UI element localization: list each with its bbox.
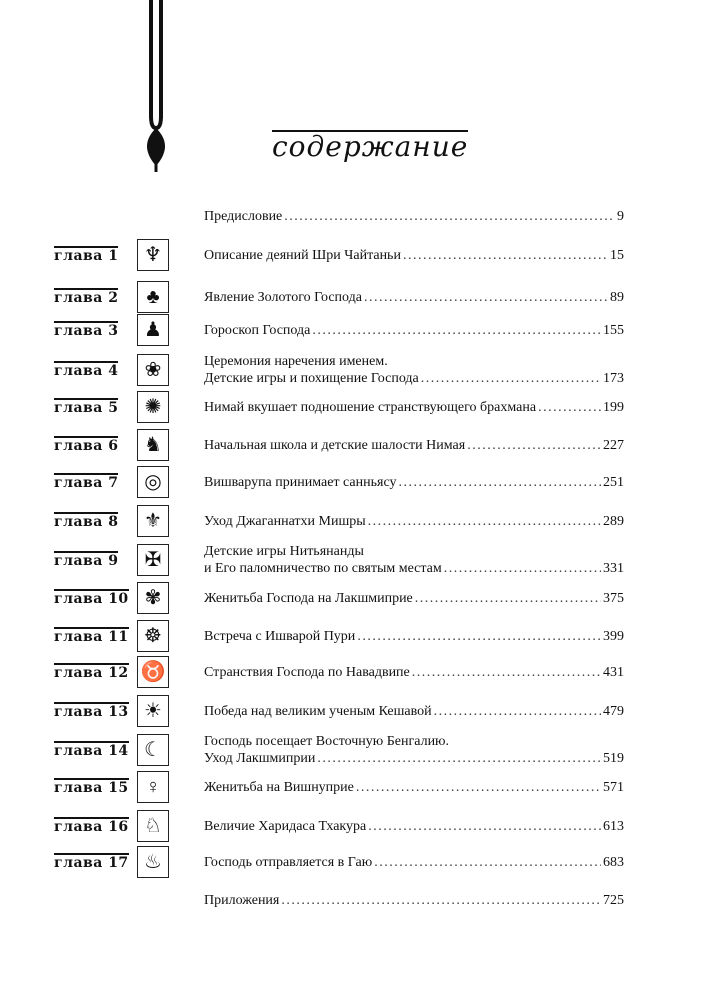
entry-title-line: Детские игры Нитьянанды — [204, 544, 364, 559]
dot-leader — [356, 779, 601, 796]
entry-title — [204, 854, 624, 871]
entry-title-line: Уход Джаганнатхи Мишры — [204, 513, 366, 529]
page-number: 571 — [603, 779, 624, 795]
entry-title-line: Встреча с Ишварой Пури — [204, 628, 356, 644]
page-title: содержание — [272, 130, 469, 163]
entry-title — [204, 664, 624, 681]
dot-leader — [364, 289, 608, 306]
entry-title-line: Господь отправляется в Гаю — [204, 854, 373, 870]
page-number: 251 — [603, 474, 624, 490]
oil-lamp-icon: ♨ — [137, 846, 169, 878]
entry-title-line: Предисловие — [204, 208, 283, 224]
entry-title — [204, 353, 624, 387]
page-number: 331 — [603, 561, 624, 576]
entry-title-line: Уход Лакшмиприи — [204, 751, 316, 766]
entry-title-line: Церемония наречения именем. — [204, 354, 388, 369]
sun-icon: ☀ — [137, 695, 169, 727]
entry-title-line: Вишварупа принимает санньясу — [204, 474, 397, 490]
dot-leader — [467, 437, 601, 454]
dot-leader — [312, 322, 601, 339]
chapter-label: глава 6 — [54, 438, 119, 454]
lotus-flower-icon: ⚜ — [137, 505, 169, 537]
entry-title-line: Женитьба Господа на Лакшмиприе — [204, 590, 413, 606]
tree-icon: ♣ — [137, 281, 169, 313]
entry-title-line: Описание деяний Шри Чайтаньи — [204, 247, 401, 263]
chapter-label: глава 5 — [54, 400, 119, 416]
page-number: 725 — [603, 892, 624, 908]
dot-leader — [538, 399, 601, 416]
entry-title-line: Явление Золотого Господа — [204, 289, 362, 305]
page-number: 519 — [603, 751, 624, 766]
dot-leader — [368, 818, 601, 835]
chapter-label: глава 2 — [54, 290, 119, 306]
entry-title — [204, 322, 624, 339]
dancing-figure-icon: ♀ — [137, 771, 169, 803]
moon-face-icon: ☾ — [137, 734, 169, 766]
dot-leader — [317, 750, 601, 767]
page-number: 683 — [603, 854, 624, 870]
page-number: 155 — [603, 322, 624, 338]
chapter-label: глава 1 — [54, 248, 119, 264]
page-number: 9 — [617, 208, 624, 224]
entry-title — [204, 590, 624, 607]
flower-vase-icon: ✾ — [137, 582, 169, 614]
page-number: 613 — [603, 818, 624, 834]
page-number: 375 — [603, 590, 624, 606]
decorated-elephant-icon: ♘ — [137, 810, 169, 842]
dot-leader — [281, 892, 601, 909]
entry-title-line: Гороскоп Господа — [204, 322, 311, 338]
entry-title — [204, 437, 624, 454]
chapter-label: глава 9 — [54, 553, 119, 569]
dot-leader — [403, 247, 608, 264]
garuda-icon: ✠ — [137, 544, 169, 576]
chapter-label: глава 3 — [54, 323, 119, 339]
chapter-label: глава 7 — [54, 475, 119, 491]
dot-leader — [357, 628, 601, 645]
chapter-label: глава 17 — [54, 855, 129, 871]
entry-title — [204, 779, 624, 796]
lotus-icon: ❀ — [137, 354, 169, 386]
chapter-label: глава 13 — [54, 704, 129, 720]
page-number: 399 — [603, 628, 624, 644]
entry-title — [204, 892, 624, 909]
chapter-label: глава 12 — [54, 665, 129, 681]
page-number: 89 — [610, 289, 624, 305]
entry-title — [204, 208, 624, 225]
page-number: 15 — [610, 247, 624, 263]
dot-leader — [415, 590, 601, 607]
dot-leader — [368, 513, 601, 530]
conch-icon: ◎ — [137, 466, 169, 498]
page-number: 431 — [603, 664, 624, 680]
entry-title — [204, 513, 624, 530]
deity-icon: ♆ — [137, 239, 169, 271]
chapter-label: глава 16 — [54, 819, 129, 835]
entry-title-line: и Его паломничество по святым местам — [204, 561, 442, 576]
chapter-label: глава 14 — [54, 743, 129, 759]
entry-title — [204, 818, 624, 835]
page-number: 199 — [603, 399, 624, 415]
peacock-icon: ✺ — [137, 391, 169, 423]
dot-leader — [374, 854, 601, 871]
entry-title — [204, 733, 624, 767]
dot-leader — [412, 664, 601, 681]
entry-title — [204, 399, 624, 416]
entry-title-line: Господь посещает Восточную Бенгалию. — [204, 734, 450, 749]
entry-title-line: Нимай вкушает подношение странствующего брахмана — [204, 399, 537, 415]
entry-title — [204, 289, 624, 306]
chapter-label: глава 4 — [54, 363, 119, 379]
entry-title — [204, 703, 624, 720]
chapter-label: глава 15 — [54, 780, 129, 796]
chakra-icon: ☸ — [137, 620, 169, 652]
seated-figure-icon: ♟ — [137, 314, 169, 346]
page-number: 289 — [603, 513, 624, 529]
entry-title-line: Женитьба на Вишнуприе — [204, 779, 354, 795]
chapter-label: глава 8 — [54, 514, 119, 530]
entry-title — [204, 247, 624, 264]
page-number: 479 — [603, 703, 624, 719]
entry-title-line: Странствия Господа по Навадвипе — [204, 664, 410, 680]
elephant-icon: ♞ — [137, 429, 169, 461]
entry-title — [204, 474, 624, 491]
dot-leader — [434, 703, 601, 720]
dot-leader — [421, 370, 601, 387]
entry-title-line: Величие Харидаса Тхакура — [204, 818, 367, 834]
entry-title-line: Детские игры и похищение Господа — [204, 371, 419, 386]
chapter-label: глава 11 — [54, 629, 129, 645]
entry-title-line: Победа над великим ученым Кешавой — [204, 703, 432, 719]
page-number: 227 — [603, 437, 624, 453]
entry-title — [204, 628, 624, 645]
dot-leader — [399, 474, 602, 491]
entry-title-line: Приложения — [204, 892, 280, 908]
dot-leader — [444, 560, 601, 577]
dot-leader — [284, 208, 615, 225]
cow-icon: ♉ — [137, 656, 169, 688]
entry-title — [204, 543, 624, 577]
page-number: 173 — [603, 371, 624, 386]
entry-title-line: Начальная школа и детские шалости Нимая — [204, 437, 466, 453]
chapter-label: глава 10 — [54, 591, 129, 607]
